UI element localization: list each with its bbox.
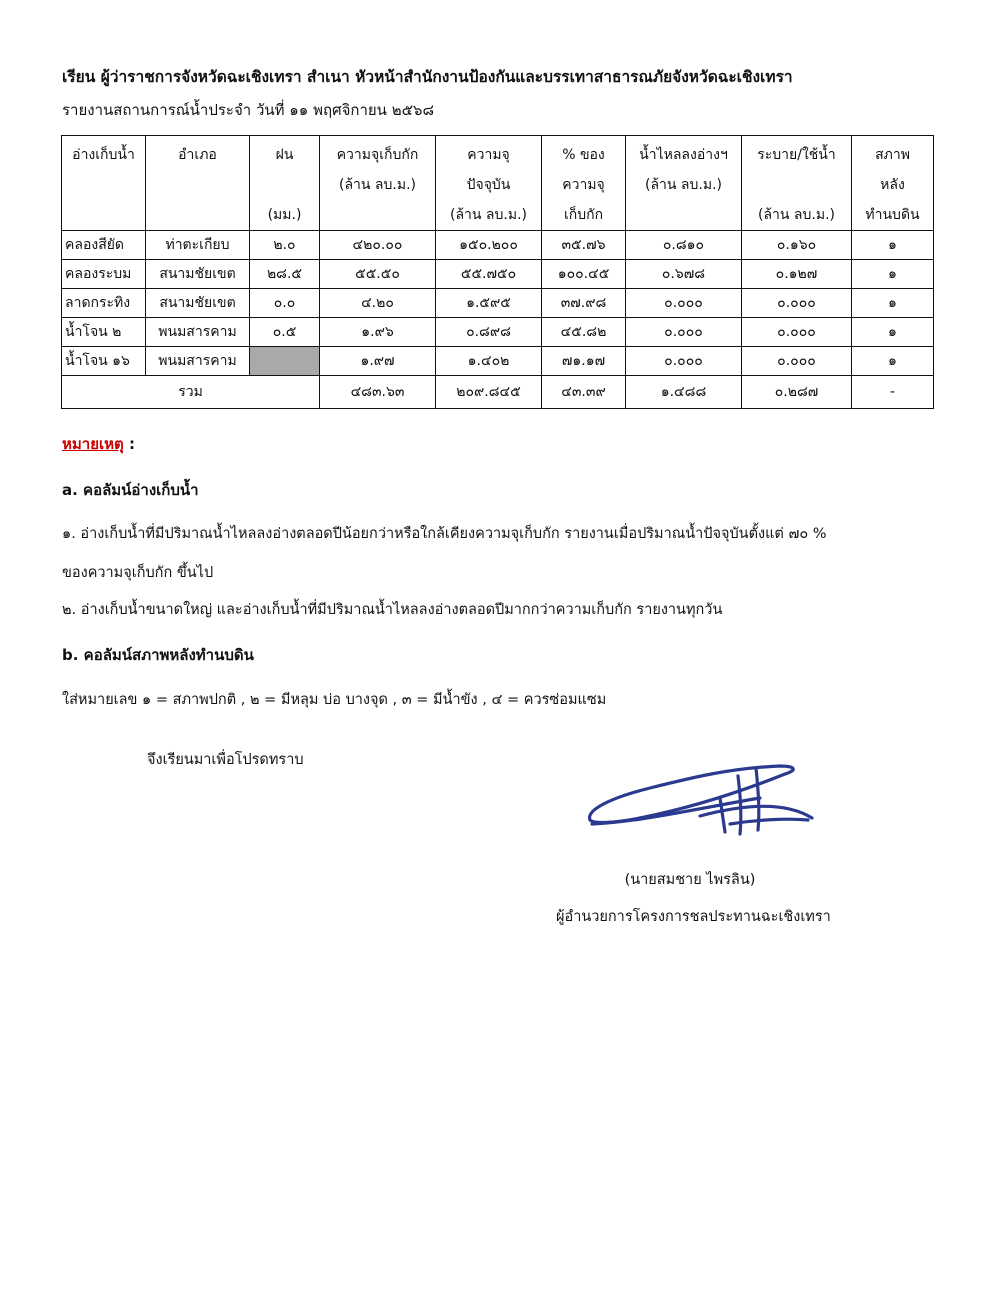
signer-name: (นายสมชาย ไพรลิน): [624, 872, 756, 888]
total-cell: ๑.๔๘๘: [626, 376, 742, 409]
table-cell: สนามชัยเขต: [146, 260, 250, 289]
table-cell: ๐.๐: [250, 289, 320, 318]
table-cell: ๐.๑๒๗: [742, 260, 852, 289]
table-cell: ๐.๖๗๘: [626, 260, 742, 289]
table-cell: ๐.๐๐๐: [742, 347, 852, 376]
column-header: อ่างเก็บน้ำ: [62, 136, 146, 231]
salutation: เรียน ผู้ว่าราชการจังหวัดฉะเชิงเทรา สำเนา หัวหน้าสำนักงานป้องกันและบรรเทาสาธารณภัยจังหวัดฉะเชิงเทรา: [62, 68, 793, 86]
section-a-item1-line1: ๑. อ่างเก็บน้ำที่มีปริมาณน้ำไหลลงอ่างตลอดปีน้อยกว่าหรือใกล้เคียงความจุเก็บกัก รายงานเมื่อปริมาณน้ำปัจจุบันตั้งแต่ ๗๐ %: [62, 526, 827, 542]
column-header: อำเภอ: [146, 136, 250, 231]
table-cell: คลองระบม: [62, 260, 146, 289]
total-cell: ๔๓.๓๙: [542, 376, 626, 409]
total-cell: ๔๘๓.๖๓: [320, 376, 436, 409]
table-cell: คลองสียัด: [62, 231, 146, 260]
table-cell: พนมสารคาม: [146, 318, 250, 347]
column-header: น้ำไหลลงอ่างฯ (ล้าน ลบ.ม.): [626, 136, 742, 231]
total-cell: -: [852, 376, 934, 409]
total-label: รวม: [62, 376, 320, 409]
table-cell: ๑: [852, 289, 934, 318]
column-header: ระบาย/ใช้น้ำ (ล้าน ลบ.ม.): [742, 136, 852, 231]
signer-title: ผู้อำนวยการโครงการชลประทานฉะเชิงเทรา: [556, 909, 831, 925]
column-header: ความจุ ปัจจุบัน (ล้าน ลบ.ม.): [436, 136, 542, 231]
table-row: [62, 347, 934, 376]
table-cell: น้ำโจน ๒: [62, 318, 146, 347]
section-b-heading: b. คอลัมน์สภาพหลังทำนบดิน: [62, 646, 254, 664]
table-cell: ๔๕.๘๒: [542, 318, 626, 347]
table-cell: ๐.๐๐๐: [742, 289, 852, 318]
table-cell: ๒.๐: [250, 231, 320, 260]
table-row: [62, 260, 934, 289]
table-cell: น้ำโจน ๑๖: [62, 347, 146, 376]
notes-title: [62, 432, 135, 456]
table-row: [62, 289, 934, 318]
table-cell: สนามชัยเขต: [146, 289, 250, 318]
table-cell: ๐.๑๖๐: [742, 231, 852, 260]
table-cell: ๑.๔๐๒: [436, 347, 542, 376]
table-cell: ๐.๐๐๐: [626, 347, 742, 376]
table-cell: ๐.๐๐๐: [742, 318, 852, 347]
table-row: [62, 231, 934, 260]
table-cell: พนมสารคาม: [146, 347, 250, 376]
column-header: ฝน (มม.): [250, 136, 320, 231]
column-header: ความจุเก็บกัก (ล้าน ลบ.ม.): [320, 136, 436, 231]
water-report-table: [61, 135, 934, 409]
report-subtitle: รายงานสถานการณ์น้ำประจำ วันที่ ๑๑ พฤศจิกายน ๒๕๖๘: [62, 101, 435, 119]
table-cell: ๓๗.๙๘: [542, 289, 626, 318]
notes-title-label: หมายเหตุ: [62, 435, 124, 453]
table-cell: ๑.๕๙๕: [436, 289, 542, 318]
table-cell: ๑.๙๗: [320, 347, 436, 376]
table-cell: ๕๕.๕๐: [320, 260, 436, 289]
table-cell: ๐.๐๐๐: [626, 289, 742, 318]
table-cell: ๓๕.๗๖: [542, 231, 626, 260]
table-cell: ๑: [852, 318, 934, 347]
table-cell: ท่าตะเกียบ: [146, 231, 250, 260]
table-cell: ลาดกระทิง: [62, 289, 146, 318]
section-a-heading: a. คอลัมน์อ่างเก็บน้ำ: [62, 481, 199, 499]
signature-image: [580, 758, 820, 838]
table-cell: ๑๐๐.๔๕: [542, 260, 626, 289]
column-header: สภาพ หลัง ทำนบดิน: [852, 136, 934, 231]
closing-text: จึงเรียนมาเพื่อโปรดทราบ: [147, 752, 304, 768]
notes-title-suffix: :: [123, 435, 135, 453]
table-cell: ๐.๐๐๐: [626, 318, 742, 347]
table-cell: ๐.๘๑๐: [626, 231, 742, 260]
table-cell: ๗๑.๑๗: [542, 347, 626, 376]
table-cell: ๔.๒๐: [320, 289, 436, 318]
table-cell: ๑: [852, 347, 934, 376]
section-a-item2: ๒. อ่างเก็บน้ำขนาดใหญ่ และอ่างเก็บน้ำที่มีปริมาณน้ำไหลลงอ่างตลอดปีมากกว่าความเก็บกัก รายงานทุกวัน: [62, 602, 723, 618]
table-cell: ๑: [852, 231, 934, 260]
table-row: [62, 318, 934, 347]
table-cell: ๑.๙๖: [320, 318, 436, 347]
table-cell: ๒๘.๕: [250, 260, 320, 289]
table-cell: ๑: [852, 260, 934, 289]
table-cell: ๕๕.๗๕๐: [436, 260, 542, 289]
table-cell: ๔๒๐.๐๐: [320, 231, 436, 260]
table-cell: ๐.๕: [250, 318, 320, 347]
column-header: % ของ ความจุ เก็บกัก: [542, 136, 626, 231]
section-a-item1-line2: ของความจุเก็บกัก ขึ้นไป: [62, 565, 214, 581]
section-b-text: ใส่หมายเลข ๑ = สภาพปกติ , ๒ = มีหลุม บ่อ บางจุด , ๓ = มีน้ำขัง , ๔ = ควรซ่อมแซม: [62, 692, 607, 708]
total-cell: ๒๐๙.๘๔๕: [436, 376, 542, 409]
table-total-row: [62, 376, 934, 409]
table-header-row: [62, 136, 934, 231]
table-cell: ๑๕๐.๒๐๐: [436, 231, 542, 260]
table-cell: [250, 347, 320, 376]
total-cell: ๐.๒๘๗: [742, 376, 852, 409]
table-cell: ๐.๘๙๘: [436, 318, 542, 347]
